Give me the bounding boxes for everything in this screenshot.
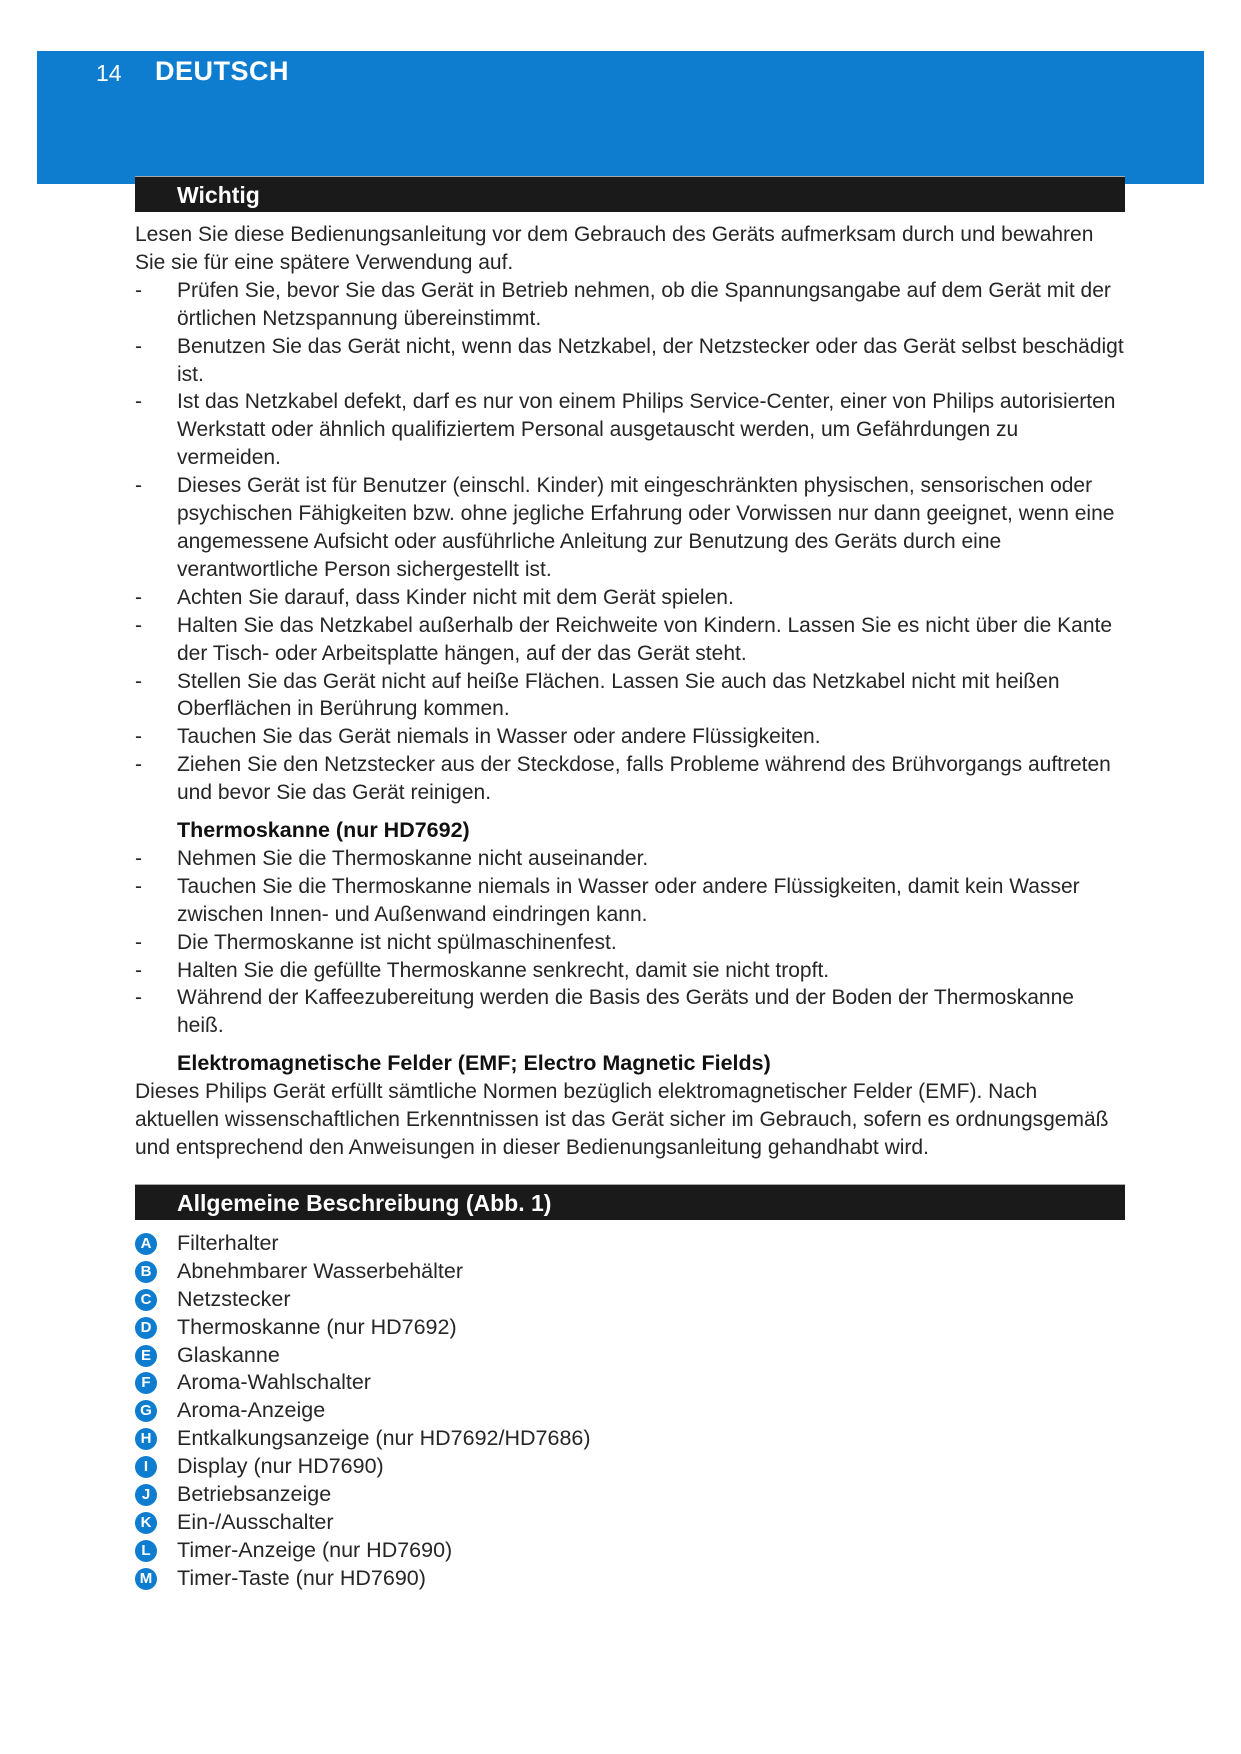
dash-bullet: - (135, 278, 142, 302)
thermos-list (135, 845, 1125, 1040)
letter-badge: B (135, 1261, 157, 1283)
parts-list (135, 1230, 1125, 1593)
part-label: Timer-Taste (nur HD7690) (177, 1565, 426, 1590)
thermos-item (135, 873, 1125, 929)
dash-bullet: - (135, 390, 142, 414)
part-label: Filterhalter (177, 1230, 279, 1255)
part-item (135, 1230, 1125, 1258)
letter-badge: I (135, 1456, 157, 1478)
page-content (135, 176, 1125, 1593)
dash-bullet: - (135, 874, 142, 898)
safety-item-text: Achten Sie darauf, dass Kinder nicht mit dem Gerät spielen. (177, 585, 734, 609)
safety-item (135, 668, 1125, 724)
part-item (135, 1425, 1125, 1453)
dash-bullet: - (135, 753, 142, 777)
safety-item (135, 388, 1125, 472)
dash-bullet: - (135, 613, 142, 637)
dash-bullet: - (135, 474, 142, 498)
thermos-item-text: Nehmen Sie die Thermoskanne nicht auseinander. (177, 846, 649, 870)
part-item (135, 1565, 1125, 1593)
part-item (135, 1369, 1125, 1397)
page-language: DEUTSCH (155, 56, 290, 86)
section-title-important: Wichtig (135, 176, 1125, 212)
safety-item (135, 472, 1125, 584)
dash-bullet: - (135, 986, 142, 1010)
safety-item-text: Halten Sie das Netzkabel außerhalb der Reichweite von Kindern. Lassen Sie es nicht über die Kante der Tisch- oder Arbeitsplatte hängen, auf der das Gerät steht. (177, 613, 1113, 665)
letter-badge: A (135, 1233, 157, 1255)
safety-item-text: Ist das Netzkabel defekt, darf es nur von einem Philips Service-Center, einer von Philips autorisierten Werkstatt oder ähnlich qualifiziertem Personal ausgetauscht werden, um Gefährdungen zu vermeiden. (177, 390, 1116, 470)
letter-badge: G (135, 1400, 157, 1422)
intro-paragraph: Lesen Sie diese Bedienungsanleitung vor dem Gebrauch des Geräts aufmerksam durch und bewahren Sie sie für eine spätere Verwendung auf. (135, 223, 1094, 274)
safety-item (135, 584, 1125, 612)
safety-list (135, 277, 1125, 807)
part-label: Thermoskanne (nur HD7692) (177, 1314, 457, 1339)
part-label: Entkalkungsanzeige (nur HD7692/HD7686) (177, 1426, 591, 1451)
thermos-item-text: Tauchen Sie die Thermoskanne niemals in Wasser oder andere Flüssigkeiten, damit kein Wasser zwischen Innen- und Außenwand eindringen kann. (177, 874, 1080, 926)
safety-item-text: Dieses Gerät ist für Benutzer (einschl. Kinder) mit eingeschränkten physischen, sensorischen oder psychischen Fähigkeiten bzw. ohne jegliche Erfahrung oder Vorwissen nur dann geeignet, wenn eine angemessene Aufsicht oder ausführliche Anleitung zur Benutzung des Geräts durch eine verantwortliche Person sichergestellt ist. (177, 474, 1115, 581)
dash-bullet: - (135, 334, 142, 358)
part-item (135, 1314, 1125, 1342)
emf-heading: Elektromagnetische Felder (EMF; Electro Magnetic Fields) (177, 1051, 771, 1076)
part-item (135, 1537, 1125, 1565)
section-title-description: Allgemeine Beschreibung (Abb. 1) (135, 1184, 1125, 1220)
part-label: Betriebsanzeige (177, 1482, 332, 1507)
part-item (135, 1286, 1125, 1314)
letter-badge: H (135, 1428, 157, 1450)
part-item (135, 1481, 1125, 1509)
safety-item-text: Stellen Sie das Gerät nicht auf heiße Flächen. Lassen Sie auch das Netzkabel nicht mit heißen Oberflächen in Berührung kommen. (177, 669, 1060, 721)
thermos-heading: Thermoskanne (nur HD7692) (177, 818, 470, 843)
safety-item-text: Tauchen Sie das Gerät niemals in Wasser oder andere Flüssigkeiten. (177, 725, 821, 749)
part-label: Netzstecker (177, 1286, 291, 1311)
letter-badge: D (135, 1317, 157, 1339)
page-number: 14 (96, 60, 122, 86)
safety-item-text: Benutzen Sie das Gerät nicht, wenn das Netzkabel, der Netzstecker oder das Gerät selbst beschädigt ist. (177, 334, 1124, 386)
safety-item (135, 333, 1125, 389)
safety-item (135, 612, 1125, 668)
part-item (135, 1397, 1125, 1425)
thermos-item (135, 845, 1125, 873)
safety-item-text: Prüfen Sie, bevor Sie das Gerät in Betrieb nehmen, ob die Spannungsangabe auf dem Gerät mit der örtlichen Netzspannung übereinstimmt. (177, 278, 1111, 330)
part-label: Timer-Anzeige (nur HD7690) (177, 1537, 453, 1562)
dash-bullet: - (135, 585, 142, 609)
part-label: Aroma-Wahlschalter (177, 1370, 371, 1395)
thermos-item (135, 929, 1125, 957)
dash-bullet: - (135, 930, 142, 954)
part-label: Ein-/Ausschalter (177, 1509, 334, 1534)
part-item (135, 1258, 1125, 1286)
dash-bullet: - (135, 958, 142, 982)
thermos-item-text: Halten Sie die gefüllte Thermoskanne senkrecht, damit sie nicht tropft. (177, 958, 830, 982)
part-label: Aroma-Anzeige (177, 1398, 326, 1423)
safety-item-text: Ziehen Sie den Netzstecker aus der Steckdose, falls Probleme während des Brühvorgangs auftreten und bevor Sie das Gerät reinigen. (177, 753, 1111, 805)
dash-bullet: - (135, 725, 142, 749)
letter-badge: M (135, 1568, 157, 1590)
part-label: Glaskanne (177, 1342, 280, 1367)
letter-badge: F (135, 1372, 157, 1394)
letter-badge: L (135, 1540, 157, 1562)
thermos-item-text: Die Thermoskanne ist nicht spülmaschinenfest. (177, 930, 617, 954)
part-item (135, 1509, 1125, 1537)
letter-badge: J (135, 1484, 157, 1506)
safety-item (135, 723, 1125, 751)
safety-item (135, 751, 1125, 807)
safety-item (135, 277, 1125, 333)
dash-bullet: - (135, 846, 142, 870)
thermos-item-text: Während der Kaffeezubereitung werden die Basis des Geräts und der Boden der Thermoskanne heiß. (177, 986, 1074, 1038)
letter-badge: E (135, 1345, 157, 1367)
letter-badge: K (135, 1512, 157, 1534)
part-label: Display (nur HD7690) (177, 1454, 384, 1479)
part-label: Abnehmbarer Wasserbehälter (177, 1258, 464, 1283)
dash-bullet: - (135, 669, 142, 693)
emf-paragraph: Dieses Philips Gerät erfüllt sämtliche Normen bezüglich elektromagnetischer Felder (EMF). Nach aktuellen wissenschaftlichen Erkenntnissen ist das Gerät sicher im Gebrauch, sofern es ordnungsgemäß und entsprechend den Anweisungen in dieser Bedienungsanleitung gehandhabt wird. (135, 1080, 1109, 1159)
part-item (135, 1453, 1125, 1481)
part-item (135, 1342, 1125, 1370)
letter-badge: C (135, 1289, 157, 1311)
thermos-item (135, 984, 1125, 1040)
thermos-item (135, 957, 1125, 985)
